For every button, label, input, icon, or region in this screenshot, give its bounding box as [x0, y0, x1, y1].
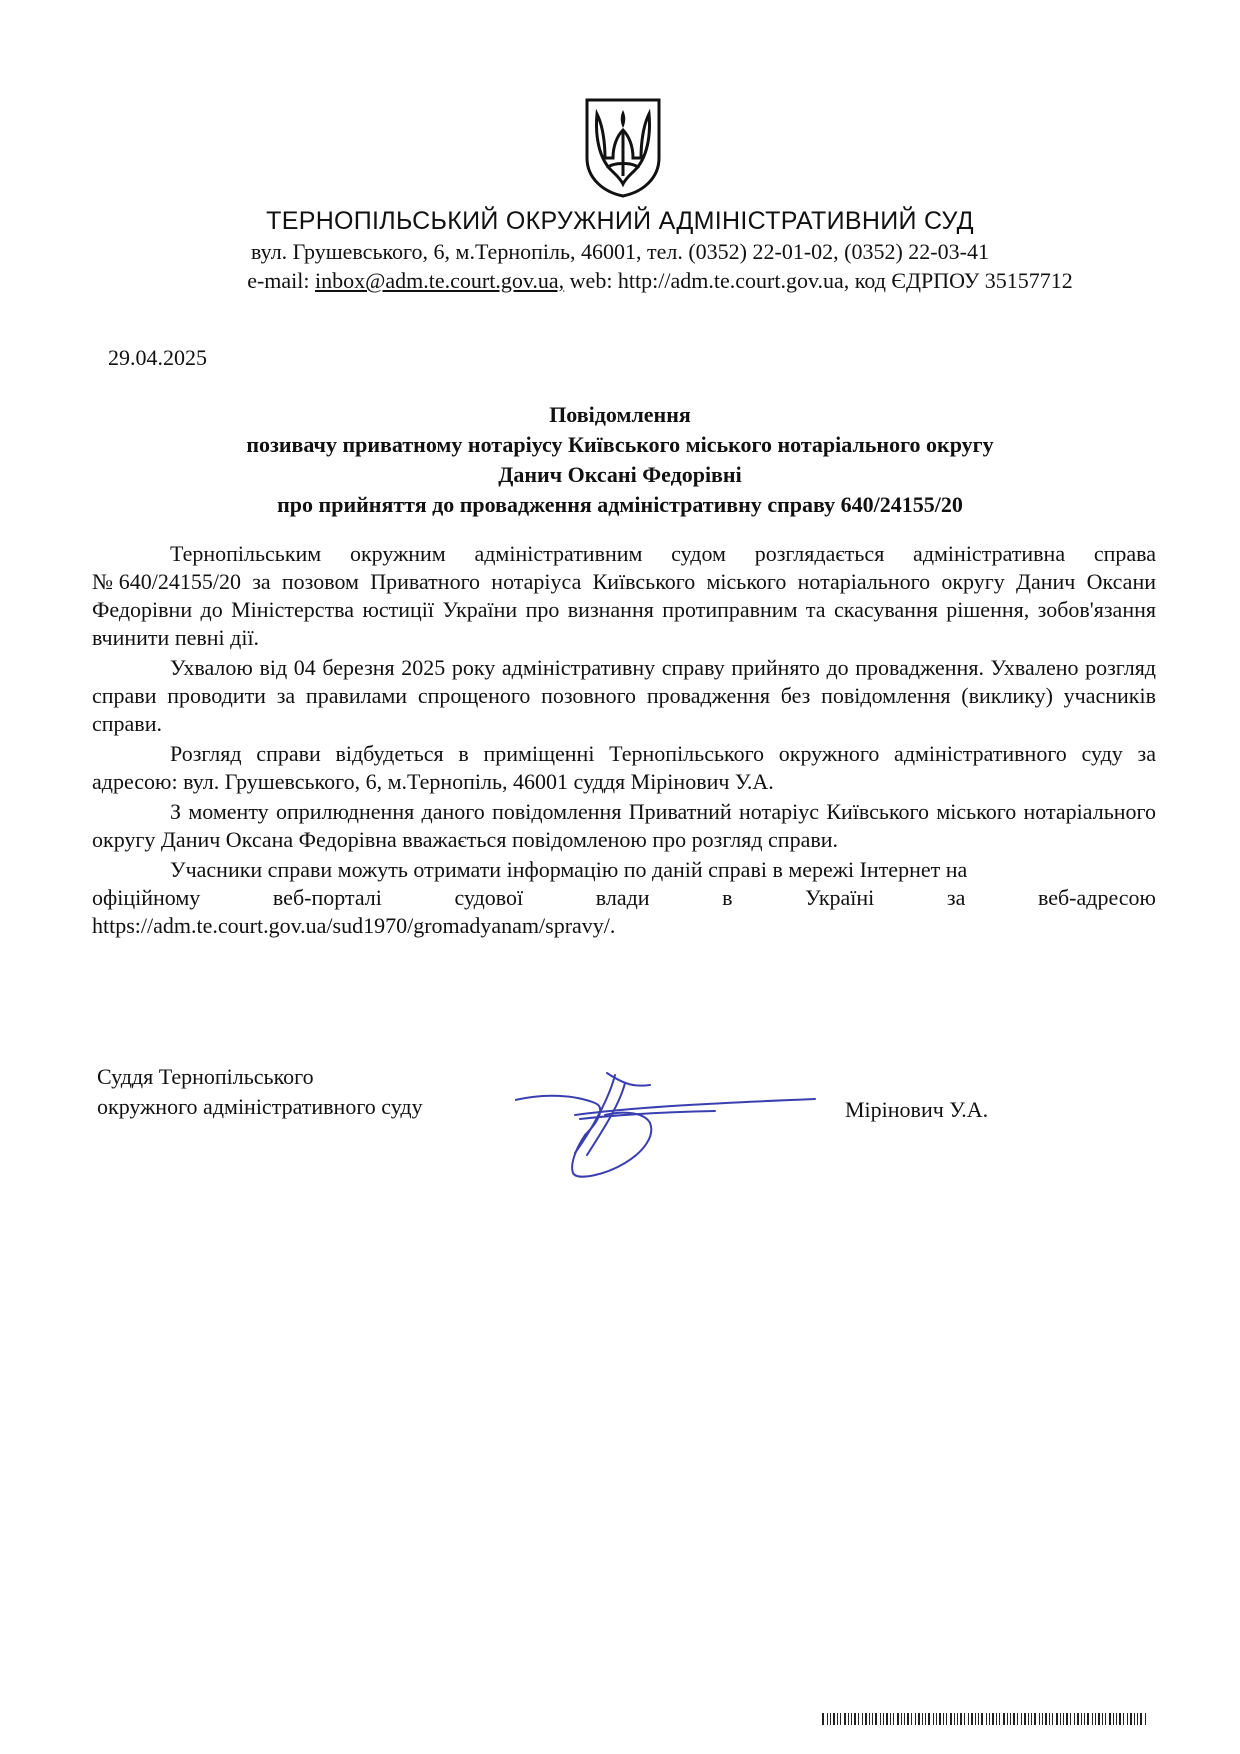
handwritten-signature — [515, 1065, 825, 1185]
contacts-rest: web: http://adm.te.court.gov.ua, код ЄДРПОУ 35157712 — [564, 268, 1073, 293]
body-paragraph-2: Ухвалою від 04 березня 2025 року адміністративну справу прийнято до провадження. Ухвалено розгляд справи проводити за правилами спрощеного позовного провадження без повідомлення (виклику) учасників справи. — [92, 655, 1156, 736]
judge-position-line-2: окружного адміністративного суду — [97, 1094, 423, 1119]
case-web-address[interactable]: https://adm.te.court.gov.ua/sud1970/gromadyanam/spravy/. — [92, 913, 616, 938]
body-paragraph-3: Розгляд справи відбудеться в приміщенні Тернопільського окружного адміністративного суду за адресою: вул. Грушевського, 6, м.Тернопіль, 46001 суддя Мірінович У.А. — [92, 741, 1156, 794]
email-prefix: e-mail: — [247, 268, 315, 293]
trident-emblem-icon — [583, 96, 663, 199]
notice-title: Повідомлення — [549, 402, 691, 427]
judge-position — [97, 1062, 423, 1122]
judge-name: Мірінович У.А. — [845, 1097, 989, 1122]
word: в — [722, 885, 733, 910]
notice-subject: про прийняття до провадження адміністративну справу 640/24155/20 — [277, 492, 963, 517]
word: веб-порталі — [272, 885, 382, 910]
paragraph-5-line-1: Учасники справи можуть отримати інформацію по даній справі в мережі Інтернет на — [170, 857, 968, 882]
court-contacts — [190, 268, 1130, 294]
word: веб-адресою — [1037, 885, 1156, 910]
word: Україні — [805, 885, 875, 910]
notice-recipient-name: Данич Оксані Федорівні — [498, 462, 742, 487]
judge-position-line-1: Суддя Тернопільського — [97, 1064, 314, 1089]
court-address: вул. Грушевського, 6, м.Тернопіль, 46001, тел. (0352) 22-01-02, (0352) 22-03-41 — [251, 239, 989, 264]
word: офіційному — [92, 885, 201, 910]
barcode-icon — [822, 1712, 1148, 1724]
notice-body — [92, 540, 1156, 942]
document-date: 29.04.2025 — [108, 345, 207, 370]
word: судової — [454, 885, 524, 910]
body-paragraph-1: Тернопільським окружним адміністративним судом розглядається адміністративна справа №640/24155/20 за позовом Приватного нотаріуса Київського міського нотаріального округу Данич Оксани Федорівни до Міністерства юстиції України про визнання протиправним та скасування рішення, зобов'язання вчинити певні дії. — [92, 541, 1156, 650]
notice-recipient: позивачу приватному нотаріусу Київського міського нотаріального округу — [246, 432, 994, 457]
word: за — [946, 885, 966, 910]
body-paragraph-5 — [92, 856, 1156, 940]
body-paragraph-4: З моменту оприлюднення даного повідомлення Приватний нотаріус Київського міського нотаріального округу Данич Оксана Федорівна вважається повідомленою про розгляд справи. — [92, 799, 1156, 852]
email-link[interactable]: inbox@adm.te.court.gov.ua, — [315, 268, 565, 293]
court-name: ТЕРНОПІЛЬСЬКИЙ ОКРУЖНИЙ АДМІНІСТРАТИВНИЙ СУД — [266, 207, 974, 235]
word: влади — [595, 885, 650, 910]
paragraph-5-line-2 — [92, 884, 1156, 912]
notice-title-block — [0, 400, 1240, 520]
